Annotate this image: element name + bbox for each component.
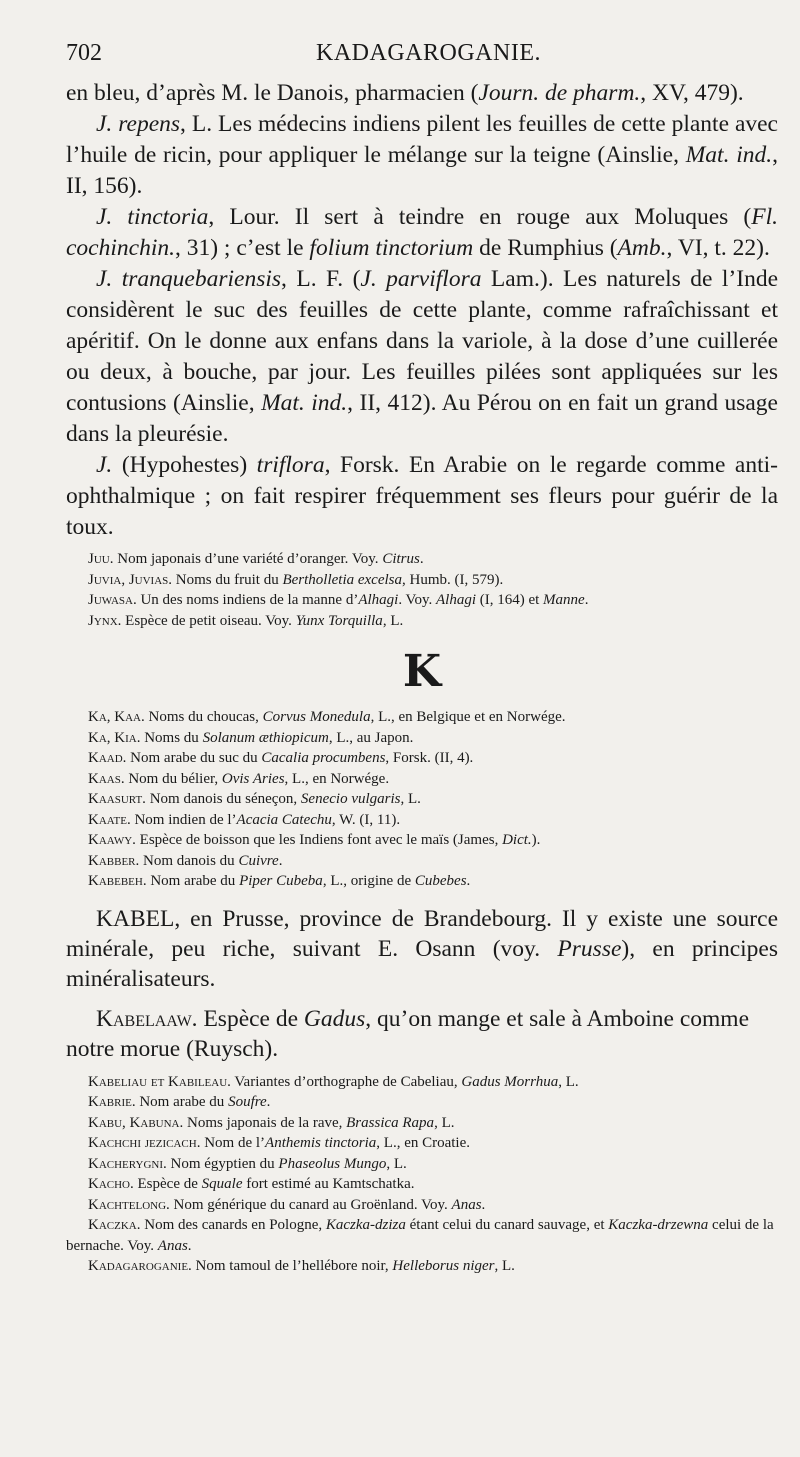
k-entries-second xyxy=(66,1072,778,1277)
entry-kacho: Kacho. Espèce de Squale fort estimé au Kamtschatka. xyxy=(88,1176,415,1192)
page-header xyxy=(66,40,778,74)
entry-jynx: Jynx. Espèce de petit oiseau. Voy. Yunx Torquilla, L. xyxy=(88,612,404,629)
entry-kachchi-jezicach: Kachchi jezicach. Nom de l’Anthemis tinctoria, L., en Croatie. xyxy=(88,1135,471,1151)
entry-kacherygni: Kacherygni. Nom égyptien du Phaseolus Mungo, L. xyxy=(88,1155,407,1172)
paragraph-j-repens: J. repens, L. Les médecins indiens pilent les feuilles de cette plante avec l’huile de ricin, pour appliquer le mélange sur la teigne (Ainslie, Mat. ind., II, 156). xyxy=(66,111,778,199)
page-number: 702 xyxy=(66,40,102,66)
entry-juu: Juu. Nom japonais d’une variété d’oranger. Voy. Citrus. xyxy=(88,551,424,567)
paragraph-kabel: KABEL, en Prusse, province de Brandebourg. Il y existe une source minérale, peu riche, suivant E. Osann (voy. Prusse), en principes minéralisateurs. xyxy=(66,905,778,992)
running-title: KADAGAROGANIE. xyxy=(316,40,541,66)
entry-kabeliau: Kabeliau et Kabileau. Variantes d’orthographe de Cabeliau, Gadus Morrhua, L. xyxy=(88,1073,579,1090)
paragraph-continuation: en bleu, d’après M. le Danois, pharmacien (Journ. de pharm., XV, 479). xyxy=(66,80,744,106)
entry-juvia: Juvia, Juvias. Noms du fruit du Bertholletia excelsa, Humb. (I, 579). xyxy=(88,571,504,588)
entry-kabrie: Kabrie. Nom arabe du Soufre. xyxy=(88,1094,271,1110)
entry-kaczka: Kaczka. Nom des canards en Pologne, Kaczka-dziza étant celui du canard sauvage, et Kaczka-drzewna celui de la bernache. Voy. Anas. xyxy=(66,1217,774,1254)
entry-kachtelong: Kachtelong. Nom générique du canard au Groënland. Voy. Anas. xyxy=(88,1196,486,1213)
entry-kaawy: Kaawy. Espèce de boisson que les Indiens font avec le maïs (James, Dict.). xyxy=(88,832,541,848)
paragraph-j-triflora: J. (Hypohestes) triflora, Forsk. En Arabie on le regarde comme anti-ophthalmique ; on fait respirer fréquemment ses fleurs pour guérir de la toux. xyxy=(66,452,778,540)
paragraph-j-tranquebariensis: J. tranquebariensis, L. F. (J. parviflora Lam.). Les naturels de l’Inde considèrent le suc des feuilles de cette plante, comme rafraîchissant et apéritif. On le donne aux enfans dans la variole, à la dose d’une cuillerée ou deux, à bouche, par jour. Les feuilles pilées sont appliquées sur les contusions (Ainslie, Mat. ind., II, 412). Au Pérou on en fait un grand usage dans la pleurésie. xyxy=(66,266,778,447)
entry-juwasa: Juwasa. Un des noms indiens de la manne d’Alhagi. Voy. Alhagi (I, 164) et Manne. xyxy=(88,592,589,608)
j-entries xyxy=(66,549,778,631)
entry-kaad: Kaad. Nom arabe du suc du Cacalia procumbens, Forsk. (II, 4). xyxy=(88,750,474,766)
entry-kabber: Kabber. Nom danois du Cuivre. xyxy=(88,852,283,869)
entry-kadagaroganie: Kadagaroganie. Nom tamoul de l’hellébore noir, Helleborus niger, L. xyxy=(88,1258,515,1274)
entry-kaas: Kaas. Nom du bélier, Ovis Aries, L., en Norwége. xyxy=(88,770,390,787)
section-letter-heading: K xyxy=(402,646,442,697)
paragraph-kabelaaw: Kabelaaw. Espèce de Gadus, qu’on mange et sale à Amboine comme notre morue (Ruysch). xyxy=(66,1005,750,1062)
entry-kaasurt: Kaasurt. Nom danois du séneçon, Senecio vulgaris, L. xyxy=(88,791,421,807)
k-entries-first xyxy=(66,707,778,892)
entry-kabu: Kabu, Kabuna. Noms japonais de la rave, Brassica Rapa, L. xyxy=(88,1114,455,1131)
entry-ka-kaa: Ka, Kaa. Noms du choucas, Corvus Monedula, L., en Belgique et en Norwége. xyxy=(88,709,566,725)
entry-kaate: Kaate. Nom indien de l’Acacia Catechu, W. (I, 11). xyxy=(88,811,401,828)
entry-kabebeh: Kabebeh. Nom arabe du Piper Cubeba, L., origine de Cubebes. xyxy=(88,873,471,889)
entry-ka-kia: Ka, Kia. Noms du Solanum æthiopicum, L., au Japon. xyxy=(88,729,414,746)
paragraph-j-tinctoria: J. tinctoria, Lour. Il sert à teindre en rouge aux Moluques (Fl. cochinchin., 31) ; c’est le folium tinctorium de Rumphius (Amb., VI, t. 22). xyxy=(66,204,778,261)
main-text xyxy=(66,78,778,543)
